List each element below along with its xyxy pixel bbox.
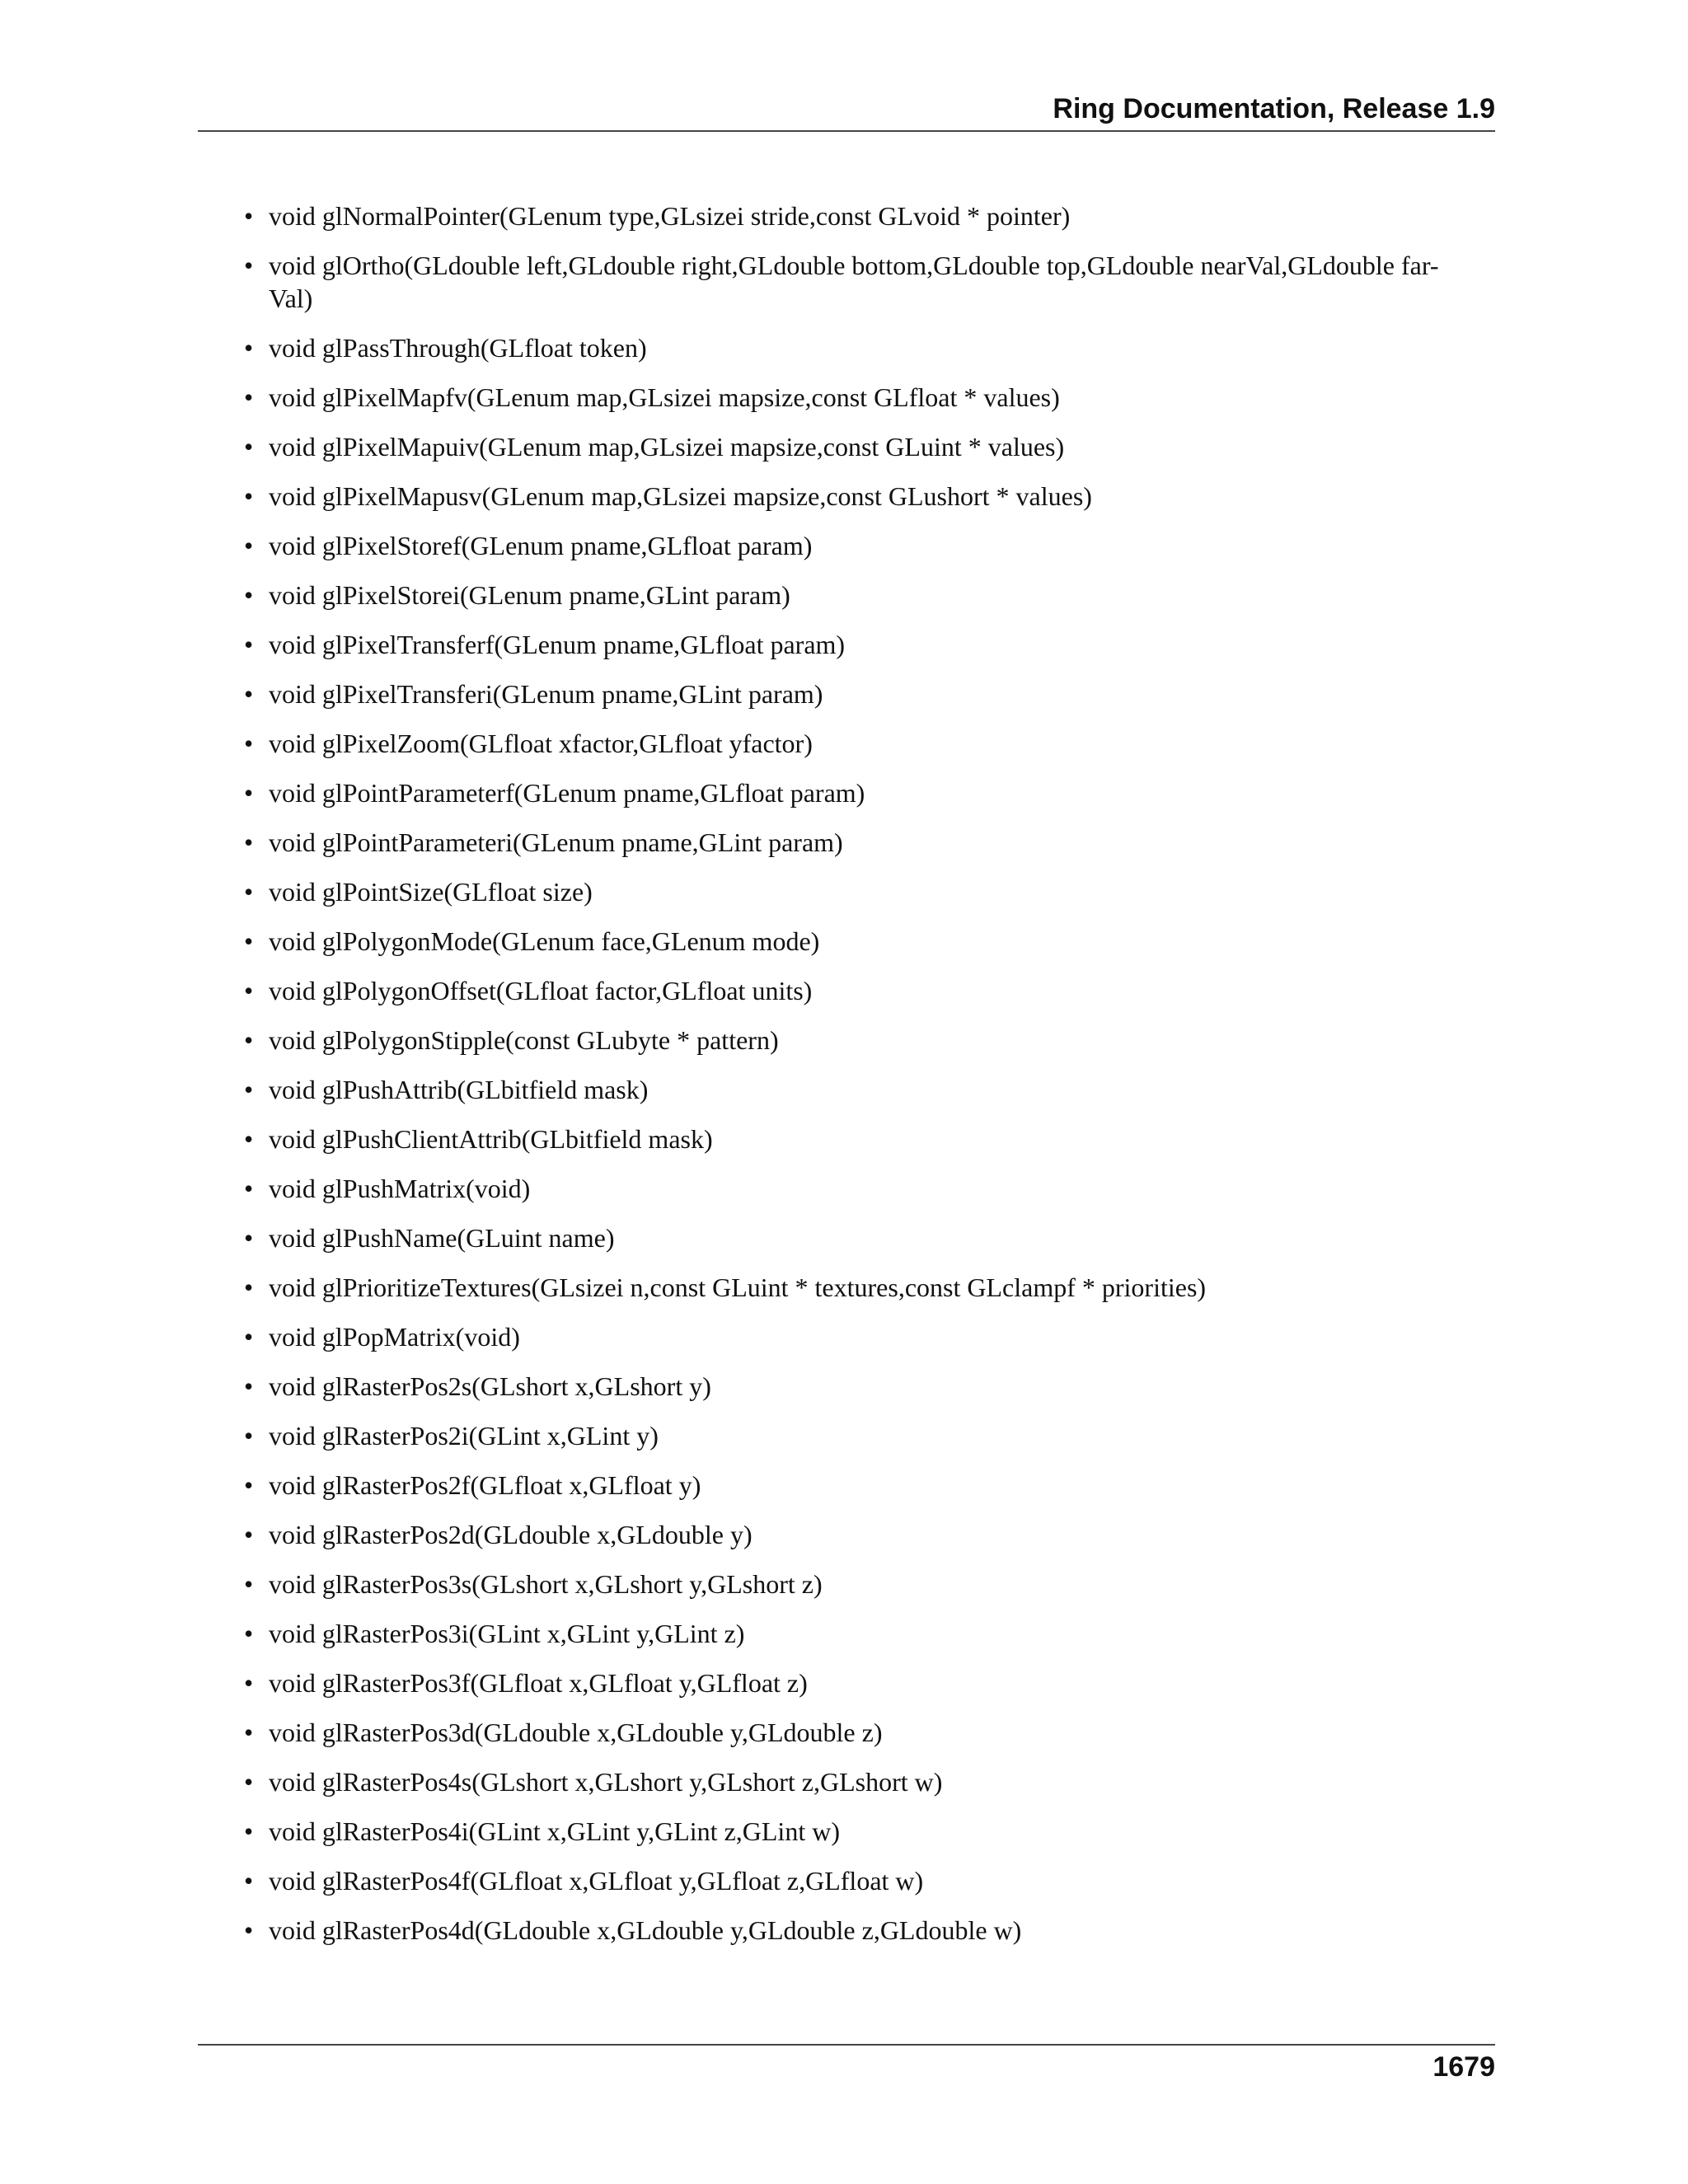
bullet-icon: • <box>244 1668 254 1698</box>
function-signature: void glRasterPos4f(GLfloat x,GLfloat y,GLfloat z,GLfloat w) <box>269 1866 924 1896</box>
list-item <box>244 331 1497 364</box>
bullet-icon: • <box>244 630 254 659</box>
function-signature: void glPixelMapuiv(GLenum map,GLsizei mapsize,const GLuint * values) <box>269 432 1065 462</box>
list-item <box>244 1221 1497 1254</box>
bullet-icon: • <box>244 1272 254 1302</box>
function-signature: void glPixelTransferf(GLenum pname,GLfloat param) <box>269 630 846 659</box>
bullet-icon: • <box>244 432 254 462</box>
function-signature: void glRasterPos2f(GLfloat x,GLfloat y) <box>269 1470 701 1500</box>
list-item <box>244 925 1497 958</box>
bullet-icon: • <box>244 1470 254 1500</box>
function-signature: void glPolygonMode(GLenum face,GLenum mode) <box>269 926 820 956</box>
list-item <box>244 1370 1497 1403</box>
bullet-icon: • <box>244 580 254 610</box>
list-item <box>244 1073 1497 1106</box>
function-signature: void glRasterPos2d(GLdouble x,GLdouble y) <box>269 1520 753 1549</box>
function-signature: void glPushName(GLuint name) <box>269 1223 615 1253</box>
function-signature: void glPixelMapfv(GLenum map,GLsizei mapsize,const GLfloat * values) <box>269 382 1060 412</box>
bullet-icon: • <box>244 1223 254 1253</box>
list-item <box>244 381 1497 414</box>
bullet-icon: • <box>244 1816 254 1846</box>
bullet-icon: • <box>244 1371 254 1401</box>
bullet-icon: • <box>244 1767 254 1797</box>
list-item <box>244 875 1497 908</box>
list-item <box>244 1568 1497 1601</box>
bullet-icon: • <box>244 1025 254 1055</box>
list-item <box>244 1815 1497 1848</box>
list-item <box>244 249 1497 315</box>
list-item <box>244 677 1497 710</box>
list-item <box>244 776 1497 809</box>
page-number: 1679 <box>1432 2051 1495 2083</box>
function-signature: void glPixelStoref(GLenum pname,GLfloat param) <box>269 531 813 560</box>
function-signature: void glPixelTransferi(GLenum pname,GLint param) <box>269 679 823 709</box>
list-item <box>244 1666 1497 1699</box>
function-signature: void glPrioritizeTextures(GLsizei n,const GLuint * textures,const GLclampf * priorities) <box>269 1272 1207 1302</box>
bullet-icon: • <box>244 1322 254 1352</box>
function-signature: void glPushAttrib(GLbitfield mask) <box>269 1075 649 1104</box>
list-item <box>244 480 1497 513</box>
bullet-icon: • <box>244 1174 254 1203</box>
bullet-icon: • <box>244 877 254 907</box>
list-item <box>244 1765 1497 1798</box>
list-item <box>244 1271 1497 1304</box>
list-item <box>244 1617 1497 1650</box>
opengl-function-list <box>244 199 1497 1963</box>
bullet-icon: • <box>244 1915 254 1945</box>
function-signature: void glPushClientAttrib(GLbitfield mask) <box>269 1124 713 1154</box>
bullet-icon: • <box>244 1866 254 1896</box>
bullet-icon: • <box>244 1569 254 1599</box>
list-item <box>244 1419 1497 1452</box>
function-signature: void glRasterPos3s(GLshort x,GLshort y,GLshort z) <box>269 1569 823 1599</box>
bullet-icon: • <box>244 679 254 709</box>
list-item <box>244 974 1497 1007</box>
list-item <box>244 727 1497 760</box>
list-item <box>244 1864 1497 1897</box>
function-signature: void glPopMatrix(void) <box>269 1322 520 1352</box>
bullet-icon: • <box>244 1520 254 1549</box>
bullet-icon: • <box>244 481 254 511</box>
function-signature: void glPolygonOffset(GLfloat factor,GLfloat units) <box>269 976 813 1005</box>
bullet-icon: • <box>244 531 254 560</box>
list-item <box>244 579 1497 612</box>
function-signature: void glPointParameterf(GLenum pname,GLfloat param) <box>269 778 865 808</box>
bullet-icon: • <box>244 729 254 758</box>
bullet-icon: • <box>244 251 254 280</box>
bullet-icon: • <box>244 1421 254 1451</box>
footer-divider <box>198 2044 1495 2046</box>
function-signature: void glRasterPos4d(GLdouble x,GLdouble y,GLdouble z,GLdouble w) <box>269 1915 1022 1945</box>
function-signature: void glRasterPos2i(GLint x,GLint y) <box>269 1421 659 1451</box>
function-signature-line-1: void glOrtho(GLdouble left,GLdouble right,GLdouble bottom,GLdouble top,GLdouble nearVal,GLdouble far- <box>269 251 1439 280</box>
bullet-icon: • <box>244 333 254 363</box>
function-signature: void glNormalPointer(GLenum type,GLsizei stride,const GLvoid * pointer) <box>269 201 1071 231</box>
function-signature: void glPixelMapusv(GLenum map,GLsizei mapsize,const GLushort * values) <box>269 481 1092 511</box>
function-signature: void glPolygonStipple(const GLubyte * pattern) <box>269 1025 779 1055</box>
bullet-icon: • <box>244 1619 254 1648</box>
function-signature: void glPointParameteri(GLenum pname,GLint param) <box>269 827 843 857</box>
list-item <box>244 826 1497 859</box>
list-item <box>244 628 1497 661</box>
bullet-icon: • <box>244 201 254 231</box>
function-signature-line-2: Val) <box>269 284 313 313</box>
function-signature: void glRasterPos3i(GLint x,GLint y,GLint z) <box>269 1619 745 1648</box>
list-item <box>244 1716 1497 1749</box>
bullet-icon: • <box>244 827 254 857</box>
list-item <box>244 1024 1497 1057</box>
bullet-icon: • <box>244 382 254 412</box>
list-item <box>244 1320 1497 1353</box>
function-signature: void glPixelStorei(GLenum pname,GLint param) <box>269 580 790 610</box>
list-item <box>244 529 1497 562</box>
function-signature: void glPassThrough(GLfloat token) <box>269 333 647 363</box>
bullet-icon: • <box>244 976 254 1005</box>
function-signature: void glRasterPos3f(GLfloat x,GLfloat y,GLfloat z) <box>269 1668 808 1698</box>
list-item <box>244 430 1497 463</box>
list-item <box>244 1469 1497 1502</box>
running-header-title: Ring Documentation, Release 1.9 <box>1053 93 1495 124</box>
function-signature: void glPixelZoom(GLfloat xfactor,GLfloat yfactor) <box>269 729 813 758</box>
bullet-icon: • <box>244 926 254 956</box>
list-item <box>244 1122 1497 1155</box>
list-item <box>244 1518 1497 1551</box>
list-item <box>244 1914 1497 1947</box>
list-item <box>244 1172 1497 1205</box>
bullet-icon: • <box>244 1124 254 1154</box>
list-item <box>244 199 1497 232</box>
header-divider <box>198 130 1495 132</box>
bullet-icon: • <box>244 778 254 808</box>
function-signature: void glRasterPos4i(GLint x,GLint y,GLint z,GLint w) <box>269 1816 840 1846</box>
function-signature: void glRasterPos3d(GLdouble x,GLdouble y,GLdouble z) <box>269 1718 883 1747</box>
function-signature: void glPointSize(GLfloat size) <box>269 877 593 907</box>
function-signature: void glRasterPos4s(GLshort x,GLshort y,GLshort z,GLshort w) <box>269 1767 943 1797</box>
bullet-icon: • <box>244 1075 254 1104</box>
function-signature: void glPushMatrix(void) <box>269 1174 531 1203</box>
bullet-icon: • <box>244 1718 254 1747</box>
function-signature: void glRasterPos2s(GLshort x,GLshort y) <box>269 1371 711 1401</box>
